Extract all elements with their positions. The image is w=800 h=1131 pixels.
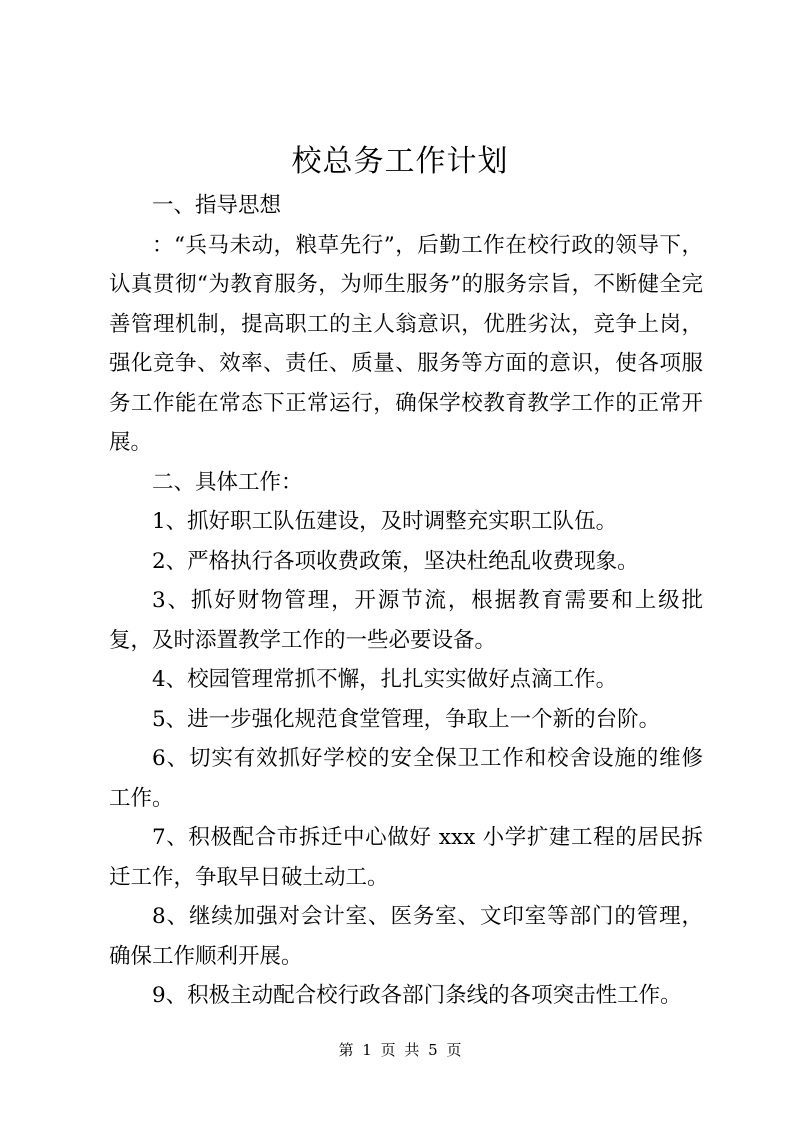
work-item-1: 1、抓好职工队伍建设，及时调整充实职工队伍。	[152, 509, 618, 534]
work-item-4: 4、校园管理常抓不懈，扎扎实实做好点滴工作。	[152, 667, 618, 692]
paragraph-guiding-ideology: ：“兵马未动，粮草先行”，后勤工作在校行政的领导下，认真贯彻“为教育服务，为师生服务”的服务宗旨，不断健全完善管理机制，提高职工的主人翁意识，优胜劣汰，竞争上岗，强化竞争、效率、责任、质量、服务等方面的意识，使各项服务工作能在常态下正常运行，确保学校教育教学工作的正常开展。	[109, 232, 703, 455]
document-body	[109, 186, 703, 1016]
work-item-2: 2、严格执行各项收费政策，坚决杜绝乱收费现象。	[152, 548, 639, 574]
section-heading-guiding-ideology: 一、指导思想	[152, 193, 282, 218]
work-item-7: 7、积极配合市拆迁中心做好 xxx 小学扩建工程的居民拆迁工作，争取早日破土动工。	[109, 825, 703, 890]
page-number-footer: 第 1 页 共 5 页	[338, 1041, 462, 1059]
section-heading-specific-work: 二、具体工作：	[152, 469, 303, 495]
work-item-8: 8、继续加强对会计室、医务室、文印室等部门的管理，确保工作顺利开展。	[109, 904, 703, 969]
work-item-9: 9、积极主动配合校行政各部门条线的各项突击性工作。	[152, 983, 682, 1008]
work-item-6: 6、切实有效抓好学校的安全保卫工作和校舍设施的维修工作。	[109, 746, 703, 811]
document-title: 校总务工作计划	[291, 144, 509, 179]
work-item-5: 5、进一步强化规范食堂管理，争取上一个新的台阶。	[152, 706, 661, 732]
work-item-3: 3、抓好财物管理，开源节流，根据教育需要和上级批复，及时添置教学工作的一些必要设备。	[109, 588, 703, 653]
